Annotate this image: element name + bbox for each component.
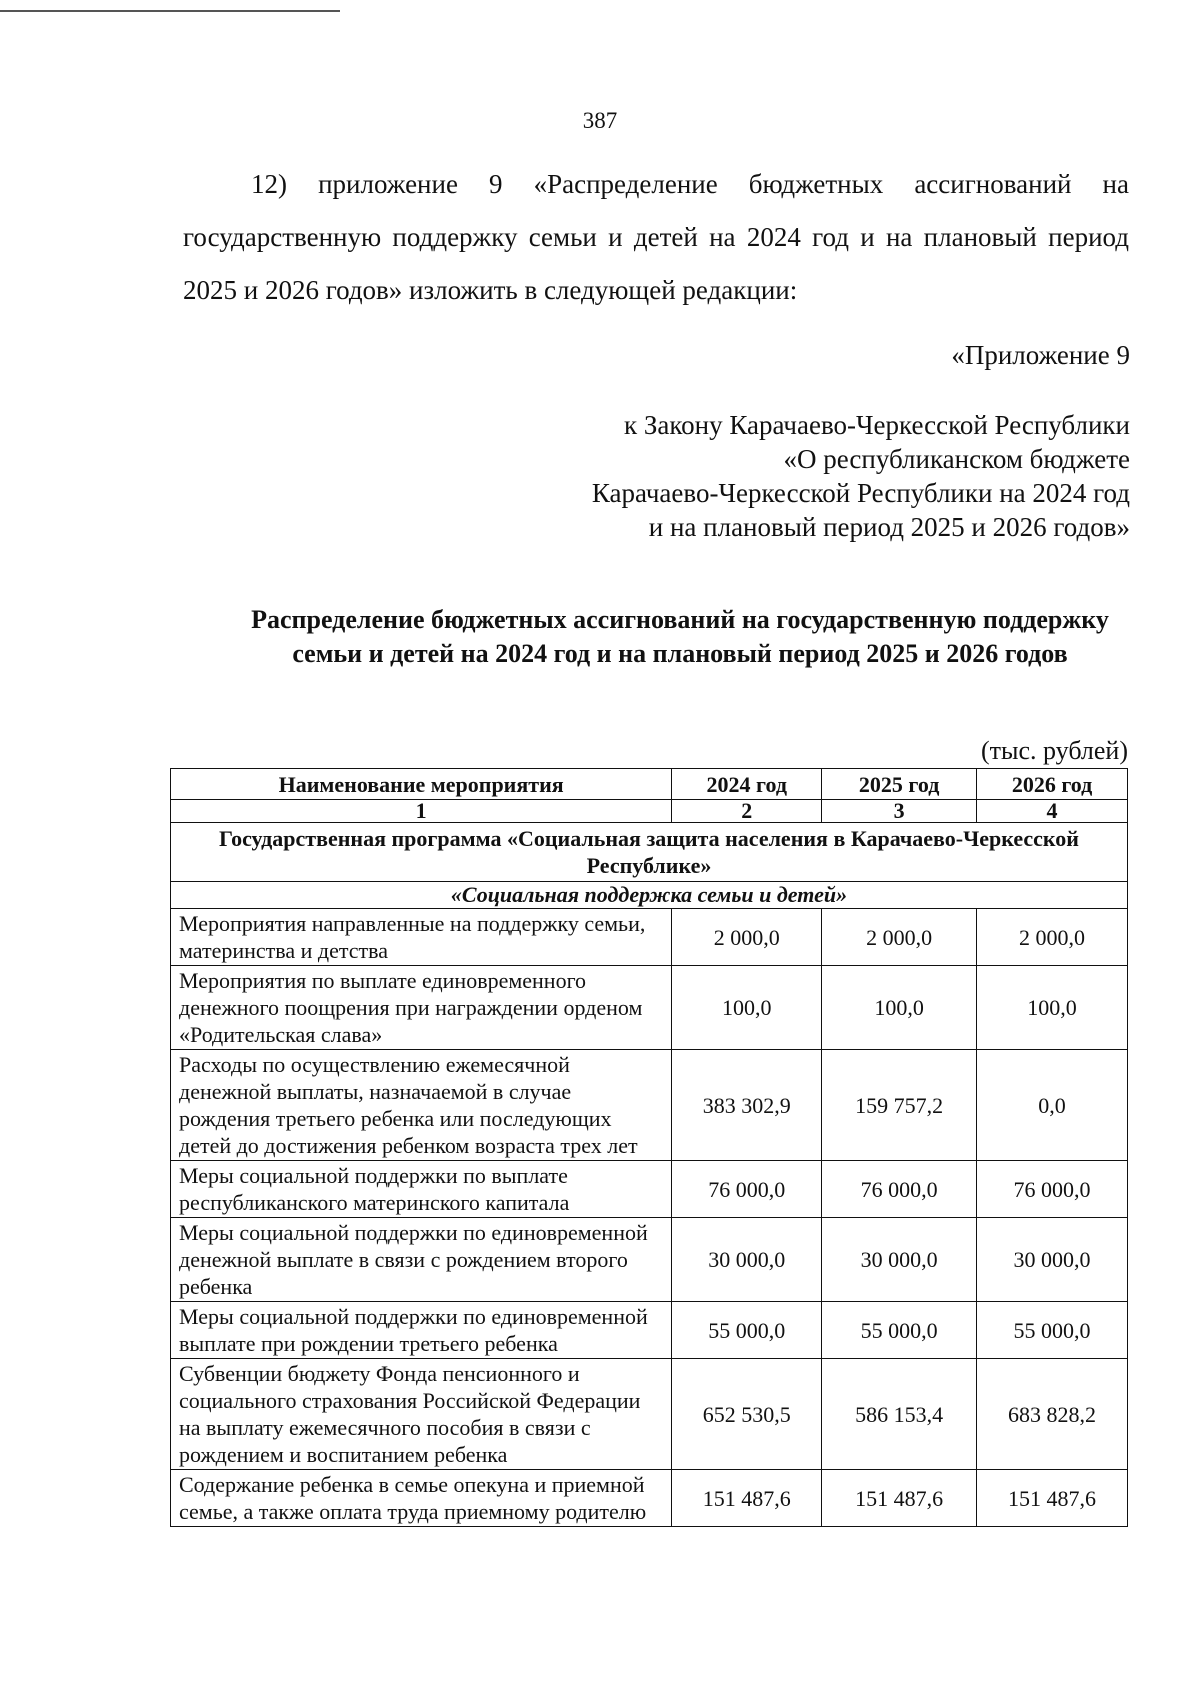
appendix-ref-line: «О республиканском бюджете [783, 444, 1130, 474]
document-title: Распределение бюджетных ассигнований на государственную поддержку семьи и детей на 2024 год и на плановый период 2025 и 2026 годов [251, 605, 1109, 668]
header-2024: 2024 год [672, 769, 822, 800]
row-value-2025: 100,0 [822, 966, 977, 1050]
row-value-2025: 151 487,6 [822, 1470, 977, 1527]
top-rule [0, 10, 340, 12]
header-2025: 2025 год [822, 769, 977, 800]
row-name-cell: Мероприятия направленные на поддержку семьи, материнства и детства [171, 909, 672, 966]
row-value-2026: 55 000,0 [977, 1302, 1128, 1359]
appendix-ref-line: к Закону Карачаево-Черкесской Республики [624, 410, 1130, 440]
row-value-2025: 55 000,0 [822, 1302, 977, 1359]
row-value-2025: 30 000,0 [822, 1218, 977, 1302]
program-title: Государственная программа «Социальная защита населения в Карачаево-Черкесской Республике» [171, 823, 1128, 882]
appendix-reference [592, 408, 1130, 544]
row-name-cell: Меры социальной поддержки по выплате республиканского материнского капитала [171, 1161, 672, 1218]
header-name: Наименование мероприятия [171, 769, 672, 800]
row-value-2026: 0,0 [977, 1050, 1128, 1161]
row-name-cell: Расходы по осуществлению ежемесячной денежной выплаты, назначаемой в случае рождения третьего ребенка или последующих детей до достижения ребенком возраста трех лет [171, 1050, 672, 1161]
row-value-2026: 683 828,2 [977, 1359, 1128, 1470]
row-name-cell: Содержание ребенка в семье опекуна и приемной семье, а также оплата труда приемному родителю [171, 1470, 672, 1527]
row-value-2025: 76 000,0 [822, 1161, 977, 1218]
page-number: 387 [582, 108, 618, 133]
intro-text: 12) приложение 9 «Распределение бюджетных ассигнований на государственную поддержку семьи и детей на 2024 год и на плановый период 2025 и 2026 годов» изложить в следующей редакции: [183, 169, 1129, 305]
row-value-2024: 151 487,6 [672, 1470, 822, 1527]
row-value-2025: 159 757,2 [822, 1050, 977, 1161]
appendix-title: «Приложение 9 [951, 340, 1130, 370]
row-value-2026: 151 487,6 [977, 1470, 1128, 1527]
row-value-2024: 55 000,0 [672, 1302, 822, 1359]
row-value-2024: 76 000,0 [672, 1161, 822, 1218]
row-value-2024: 100,0 [672, 966, 822, 1050]
column-number: 3 [822, 800, 977, 823]
row-value-2026: 76 000,0 [977, 1161, 1128, 1218]
row-value-2024: 652 530,5 [672, 1359, 822, 1470]
row-name-cell: Меры социальной поддержки по единовременной денежной выплате в связи с рождением второго ребенка [171, 1218, 672, 1302]
budget-table [170, 768, 1128, 1527]
intro-paragraph [183, 158, 1129, 317]
row-value-2025: 2 000,0 [822, 909, 977, 966]
units-label: (тыс. рублей) [980, 736, 1128, 765]
row-name-cell: Меры социальной поддержки по единовременной выплате при рождении третьего ребенка [171, 1302, 672, 1359]
row-value-2024: 30 000,0 [672, 1218, 822, 1302]
subprogram-title: «Социальная поддержка семьи и детей» [171, 882, 1128, 909]
column-number: 4 [977, 800, 1128, 823]
table-header-row [171, 769, 1128, 800]
table-row [171, 1218, 1128, 1302]
row-value-2026: 2 000,0 [977, 909, 1128, 966]
header-2026: 2026 год [977, 769, 1128, 800]
table-row [171, 909, 1128, 966]
table-row [171, 1050, 1128, 1161]
table-row [171, 966, 1128, 1050]
row-value-2026: 100,0 [977, 966, 1128, 1050]
table-row [171, 1161, 1128, 1218]
row-name-cell: Субвенции бюджету Фонда пенсионного и социального страхования Российской Федерации на выплату ежемесячного пособия в связи с рождением и воспитанием ребенка [171, 1359, 672, 1470]
column-number: 1 [171, 800, 672, 823]
subprogram-row [171, 882, 1128, 909]
program-row [171, 823, 1128, 882]
row-value-2024: 383 302,9 [672, 1050, 822, 1161]
row-value-2024: 2 000,0 [672, 909, 822, 966]
appendix-ref-line: и на плановый период 2025 и 2026 годов» [648, 512, 1130, 542]
column-number: 2 [672, 800, 822, 823]
row-value-2025: 586 153,4 [822, 1359, 977, 1470]
row-value-2026: 30 000,0 [977, 1218, 1128, 1302]
table-row [171, 1470, 1128, 1527]
row-name-cell: Мероприятия по выплате единовременного денежного поощрения при награждении орденом «Родительская слава» [171, 966, 672, 1050]
appendix-ref-line: Карачаево-Черкесской Республики на 2024 год [591, 478, 1130, 508]
table-row [171, 1359, 1128, 1470]
table-row [171, 1302, 1128, 1359]
column-number-row [171, 800, 1128, 823]
